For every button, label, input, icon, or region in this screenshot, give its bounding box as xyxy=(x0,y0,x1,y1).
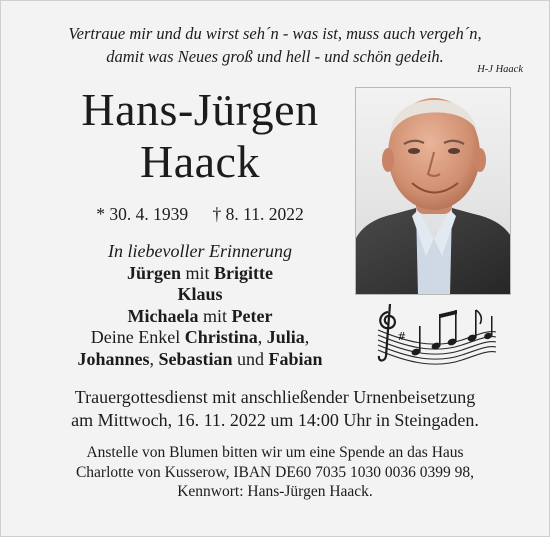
deceased-name xyxy=(40,84,360,188)
family-connector: und xyxy=(232,348,269,369)
birth-date: * 30. 4. 1939 xyxy=(96,204,189,224)
family-name: Julia xyxy=(266,327,305,347)
death-date: † 8. 11. 2022 xyxy=(212,204,304,224)
family-connector: , xyxy=(257,327,267,347)
funeral-service-info xyxy=(0,386,550,432)
family-line-5 xyxy=(40,349,360,371)
donation-line-2: Charlotte von Kusserow, IBAN DE60 7035 1030 0036 0399 98, xyxy=(75,463,475,481)
quote-author: H-J Haack xyxy=(477,64,523,75)
family-name: Fabian xyxy=(268,348,323,369)
family-line-2 xyxy=(40,284,360,306)
family-name: Sebastian xyxy=(158,348,233,369)
first-name: Hans-Jürgen xyxy=(81,84,319,135)
memorial-quote xyxy=(0,22,550,68)
portrait-photo xyxy=(355,87,511,295)
family-connector: , xyxy=(149,348,159,369)
family-connector: mit xyxy=(181,262,215,283)
service-line-1: Trauergottesdienst mit anschließender Urnenbeisetzung xyxy=(74,387,476,407)
family-name: Christina xyxy=(184,327,258,347)
donation-line-3: Kennwort: Hans-Jürgen Haack. xyxy=(177,483,373,500)
family-name: Peter xyxy=(231,305,273,326)
family-name: Jürgen xyxy=(127,262,181,283)
donation-info xyxy=(0,443,550,502)
family-name: Michaela xyxy=(127,305,199,326)
family-name: Johannes xyxy=(77,348,150,369)
family-name: Klaus xyxy=(177,284,223,304)
family-line-4 xyxy=(40,327,360,349)
svg-text:#: # xyxy=(397,330,407,343)
family-intro: In liebevoller Erinnerung xyxy=(108,241,292,261)
quote-line-1: Vertraue mir und du wirst seh´n - was ist, muss auch vergeh´n, xyxy=(68,24,482,43)
life-dates xyxy=(40,204,360,225)
family-connector: Deine Enkel xyxy=(90,327,185,347)
family-name: Brigitte xyxy=(214,262,273,283)
quote-line-2: damit was Neues groß und hell - und schön gedeih. xyxy=(106,47,444,66)
family-connector: , xyxy=(304,327,310,347)
service-line-2: am Mittwoch, 16. 11. 2022 um 14:00 Uhr in Steingaden. xyxy=(71,410,479,430)
family-list xyxy=(40,241,360,370)
family-line-1 xyxy=(40,263,360,285)
family-line-3 xyxy=(40,306,360,328)
last-name: Haack xyxy=(140,136,260,187)
donation-line-1: Anstelle von Blumen bitten wir um eine Spende an das Haus xyxy=(86,444,464,461)
music-notes-icon xyxy=(372,300,498,368)
family-connector: mit xyxy=(198,305,232,326)
